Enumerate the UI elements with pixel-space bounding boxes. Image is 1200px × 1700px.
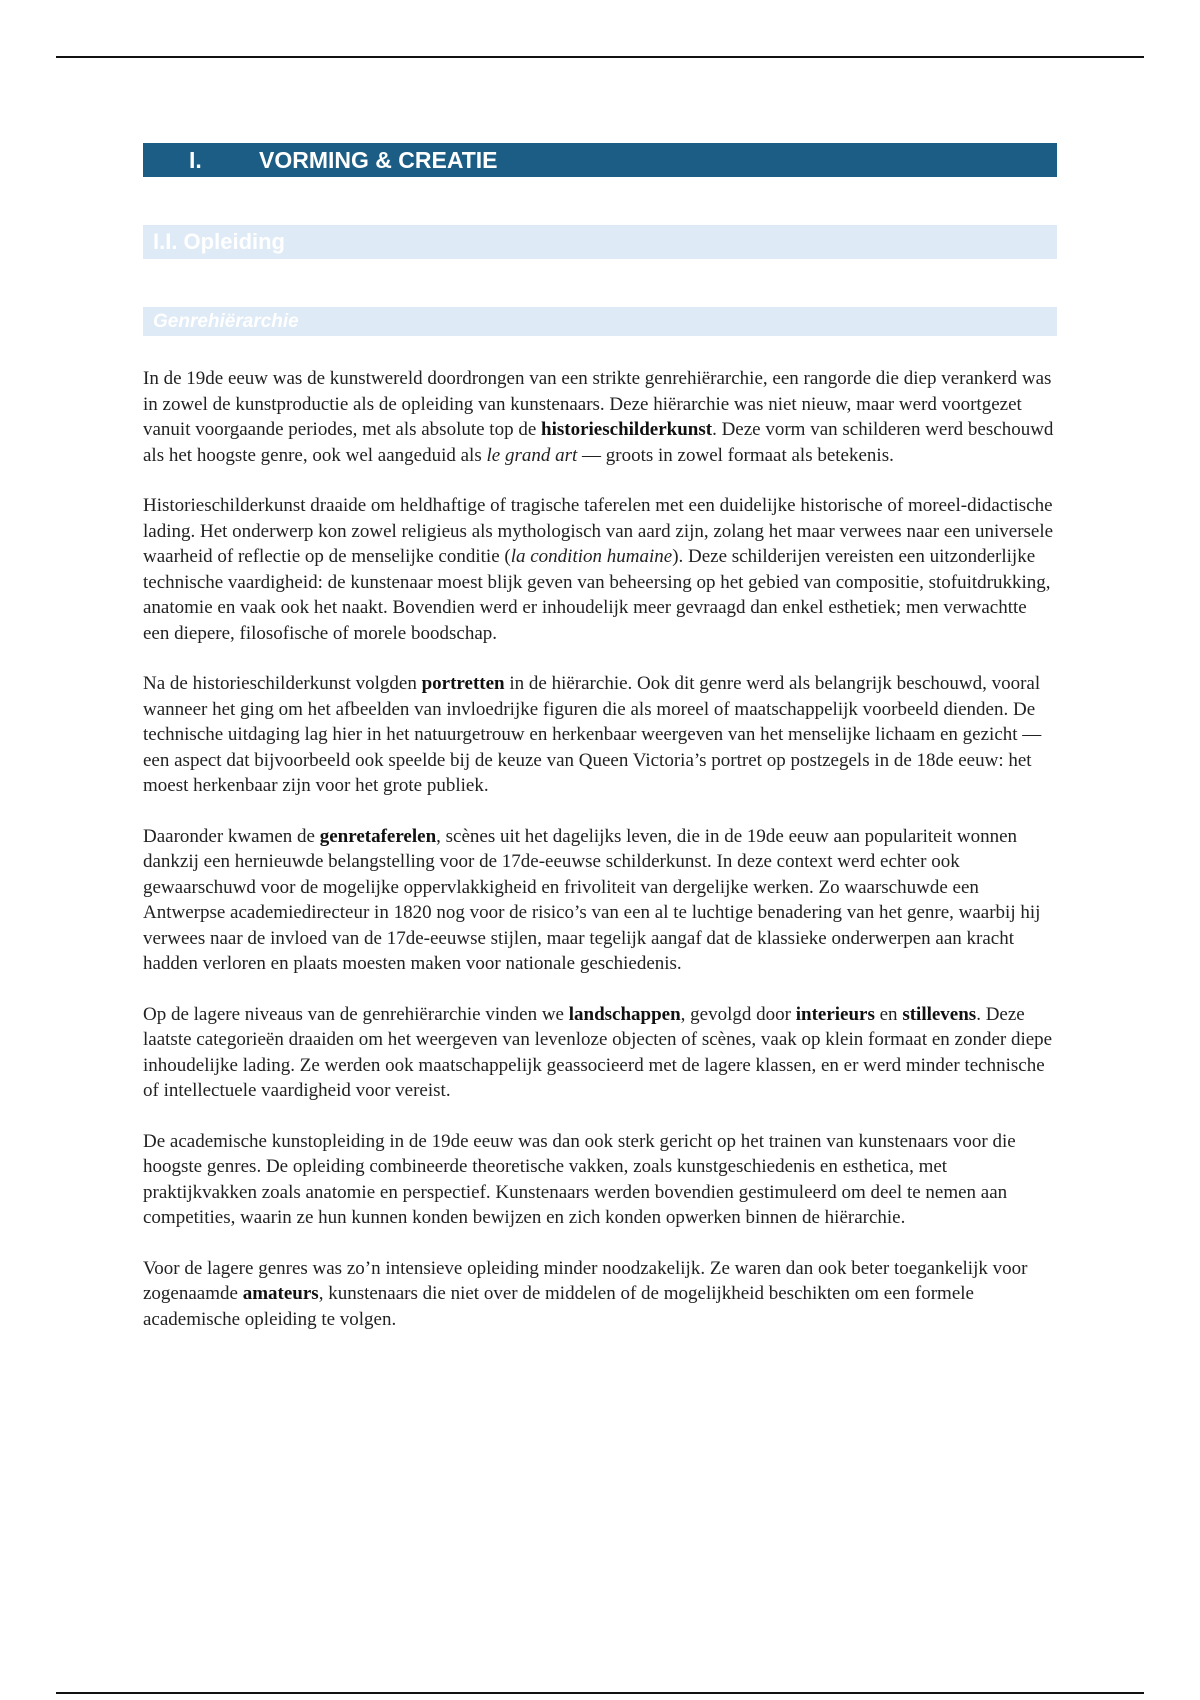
term-landschappen: landschappen (568, 1003, 681, 1025)
term-interieurs: interieurs (795, 1003, 875, 1025)
paragraph-2: Historieschilderkunst draaide om heldhaftige of tragische taferelen met een duidelijke historische of moreel-didactische lading. Het onderwerp kon zowel religieus als mythologisch van aard zijn, zolang het maar verwees naar een universele waarheid of reflectie op de menselijke conditie (la condition humaine). Deze schilderijen vereisten een uitzonderlijke technische vaardigheid: de kunstenaar moest blijk geven van beheersing op het gebied van compositie, stofuitdrukking, anatomie en vaak ook het naakt. Bovendien werd er inhoudelijk meer gevraagd dan enkel esthetiek; men verwachtte een diepere, filosofische of morele boodschap. (143, 495, 1054, 644)
document-body (143, 143, 1057, 1357)
paragraph-5: Op de lagere niveaus van de genrehiërarchie vinden we landschappen, gevolgd door interieurs en stillevens. Deze laatste categorieën draaiden om het weergeven van levenloze objecten of scènes, vaak op klein formaat en zonder diepe inhoudelijke lading. Ze werden ook maatschappelijk geassocieerd met de lagere klassen, en er werd minder technische of intellectuele vaardigheid voor vereist. (143, 1003, 1053, 1101)
header-rule (56, 56, 1144, 58)
term-historieschilderkunst: historieschilderkunst (541, 419, 713, 440)
paragraph-7: Voor de lagere genres was zo’n intensieve opleiding minder noodzakelijk. Ze waren dan ook beter toegankelijk voor zogenaamde amateurs, kunstenaars die niet over de middelen of de mogelijkheid beschikten om een formele academische opleiding te volgen. (143, 1257, 1028, 1330)
chapter-title: VORMING & CREATIE (259, 146, 498, 173)
term-le-grand-art: le grand art (486, 444, 578, 466)
subsection-heading: Genrehiërarchie (143, 307, 1057, 336)
term-genretaferelen: genretaferelen (319, 825, 437, 847)
term-portretten: portretten (421, 673, 505, 694)
term-stillevens: stillevens (902, 1003, 977, 1025)
paragraph-3: Na de historieschilderkunst volgden portretten in de hiërarchie. Ook dit genre werd als belangrijk beschouwd, vooral wanneer het ging om het afbeelden van invloedrijke figuren die als moreel of maatschappelijk voorbeeld dienden. De technische uitdaging lag hier in het natuurgetrouw en herkenbaar weergeven van het menselijke lichaam en gezicht — een aspect dat bijvoorbeeld ook speelde bij de keuze van Queen Victoria’s portret op postzegels in de 18de eeuw: het moest herkenbaar zijn voor het grote publiek. (143, 673, 1042, 796)
section-heading: I.I. Opleiding (143, 225, 1057, 259)
term-amateurs: amateurs (242, 1283, 319, 1304)
term-la-condition-humaine: la condition humaine (510, 546, 673, 567)
chapter-number: I. (189, 146, 202, 173)
paragraph-4: Daaronder kwamen de genretaferelen, scènes uit het dagelijks leven, die in de 19de eeuw aan populariteit wonnen dankzij een hernieuwde belangstelling voor de 17de-eeuwse schilderkunst. In deze context werd echter ook gewaarschuwd voor de mogelijke oppervlakkigheid en frivoliteit van dergelijke werken. Zo waarschuwde een Antwerpse academiedirecteur in 1820 nog voor de risico’s van een al te luchtige benadering van het genre, waarbij hij verwees naar de invloed van de 17de-eeuwse stijlen, maar tegelijk aangaf dat de klassieke onderwerpen aan kracht hadden verloren en plaats moesten maken voor nationale geschiedenis. (143, 825, 1041, 974)
footer-rule (56, 1692, 1144, 1694)
paragraph-6: De academische kunstopleiding in de 19de eeuw was dan ook sterk gericht op het trainen van kunstenaars voor die hoogste genres. De opleiding combineerde theoretische vakken, zoals kunstgeschiedenis en esthetica, met praktijkvakken zoals anatomie en perspectief. Kunstenaars werden bovendien gestimuleerd om deel te nemen aan competities, waarin ze hun kunnen konden bewijzen en zich konden opwerken binnen de hiërarchie. (143, 1130, 1016, 1228)
chapter-heading (143, 143, 1057, 177)
paragraph-1: In de 19de eeuw was de kunstwereld doordrongen van een strikte genrehiërarchie, een rangorde die diep verankerd was in zowel de kunstproductie als de opleiding van kunstenaars. Deze hiërarchie was niet nieuw, maar werd voortgezet vanuit voorgaande periodes, met als absolute top de historieschilderkunst. Deze vorm van schilderen werd beschouwd als het hoogste genre, ook wel aangeduid als le grand art — groots in zowel formaat als betekenis. (143, 368, 1054, 466)
